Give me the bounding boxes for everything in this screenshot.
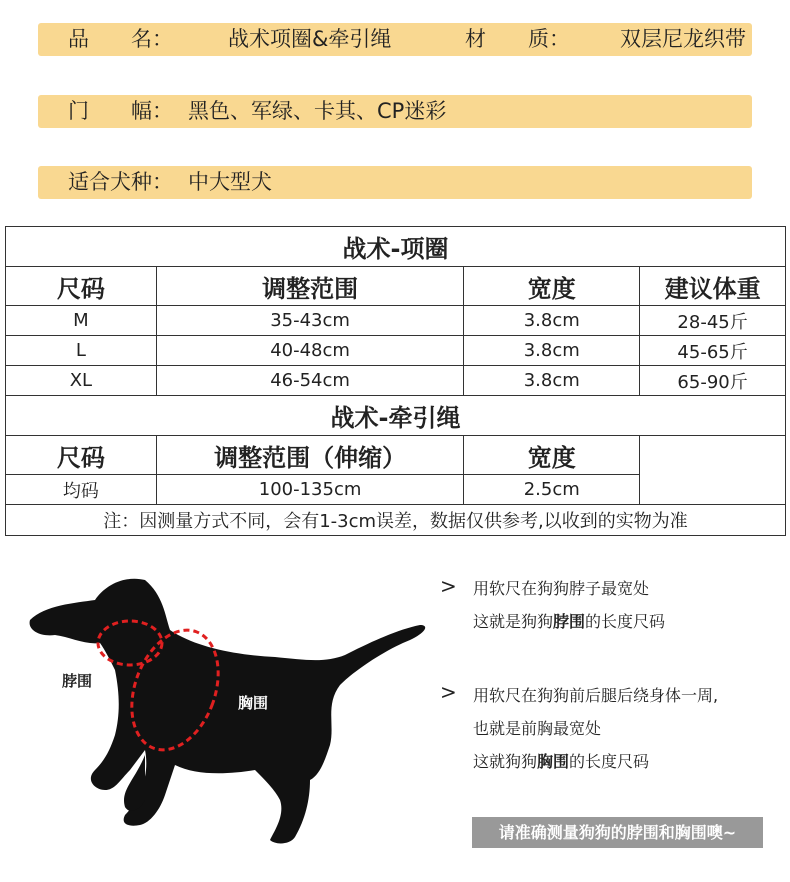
cell: 3.8cm: [464, 366, 640, 396]
text: 的长度尺码: [585, 612, 666, 631]
cell: 100-135cm: [156, 475, 464, 505]
neck-label: 脖围: [62, 672, 93, 690]
cell: 均码: [6, 475, 157, 505]
cell: 3.8cm: [464, 336, 640, 366]
colors-label: 门 幅：: [68, 99, 173, 123]
chest-label: 胸围: [238, 694, 269, 712]
material-value: 双层尼龙织带: [620, 27, 746, 51]
cell: 35-43cm: [156, 306, 464, 336]
cell: 65-90斤: [640, 366, 786, 396]
dog-silhouette-icon: [25, 575, 435, 850]
bullet-icon: >: [440, 680, 457, 704]
table-row: [6, 336, 786, 366]
chest-line2: 也就是前胸最宽处: [473, 719, 602, 738]
cell: M: [6, 306, 157, 336]
table-row: [6, 366, 786, 396]
colors-value: 黑色、军绿、卡其、CP迷彩: [188, 99, 447, 123]
leash-title: 战术-牵引绳: [6, 396, 786, 436]
collar-header: 调整范围: [156, 267, 464, 306]
info-bar-name: [38, 23, 752, 56]
breed-value: 中大型犬: [188, 170, 272, 194]
table-row: [6, 306, 786, 336]
neck-line2: [473, 609, 665, 632]
empty-cell: [640, 436, 786, 505]
text-bold: 胸围: [537, 752, 570, 771]
name-value: 战术项圈&牵引绳: [228, 27, 392, 51]
leash-header: 尺码: [6, 436, 157, 475]
info-bar-breed: [38, 166, 752, 199]
cell: 28-45斤: [640, 306, 786, 336]
neck-line1: 用软尺在狗狗脖子最宽处: [473, 579, 650, 598]
collar-header: 宽度: [464, 267, 640, 306]
leash-header: 调整范围（伸缩）: [156, 436, 464, 475]
name-label: 品 名：: [68, 27, 173, 51]
text: 这就狗狗: [473, 752, 538, 771]
collar-header: 尺码: [6, 267, 157, 306]
text: 的长度尺码: [569, 752, 650, 771]
leash-header: 宽度: [464, 436, 640, 475]
cell: L: [6, 336, 157, 366]
note: 注：因测量方式不同，会有1-3cm误差，数据仅供参考,以收到的实物为准: [6, 505, 786, 536]
breed-label: 适合犬种：: [68, 170, 173, 194]
info-bar-colors: [38, 95, 752, 128]
cell: 2.5cm: [464, 475, 640, 505]
cell: 46-54cm: [156, 366, 464, 396]
collar-header: 建议体重: [640, 267, 786, 306]
text-bold: 脖围: [553, 612, 586, 631]
material-label: 材 质：: [465, 27, 570, 51]
cell: 40-48cm: [156, 336, 464, 366]
cell: XL: [6, 366, 157, 396]
bullet-icon: >: [440, 574, 457, 598]
cell: 45-65斤: [640, 336, 786, 366]
cell: 3.8cm: [464, 306, 640, 336]
text: 这就是狗狗: [473, 612, 554, 631]
size-table: [5, 226, 786, 536]
chest-line3: [473, 749, 649, 772]
chest-line1: 用软尺在狗狗前后腿后绕身体一周,: [473, 686, 719, 705]
collar-title: 战术-项圈: [6, 227, 786, 267]
measure-banner: 请准确测量狗狗的脖围和胸围噢~: [472, 817, 763, 848]
